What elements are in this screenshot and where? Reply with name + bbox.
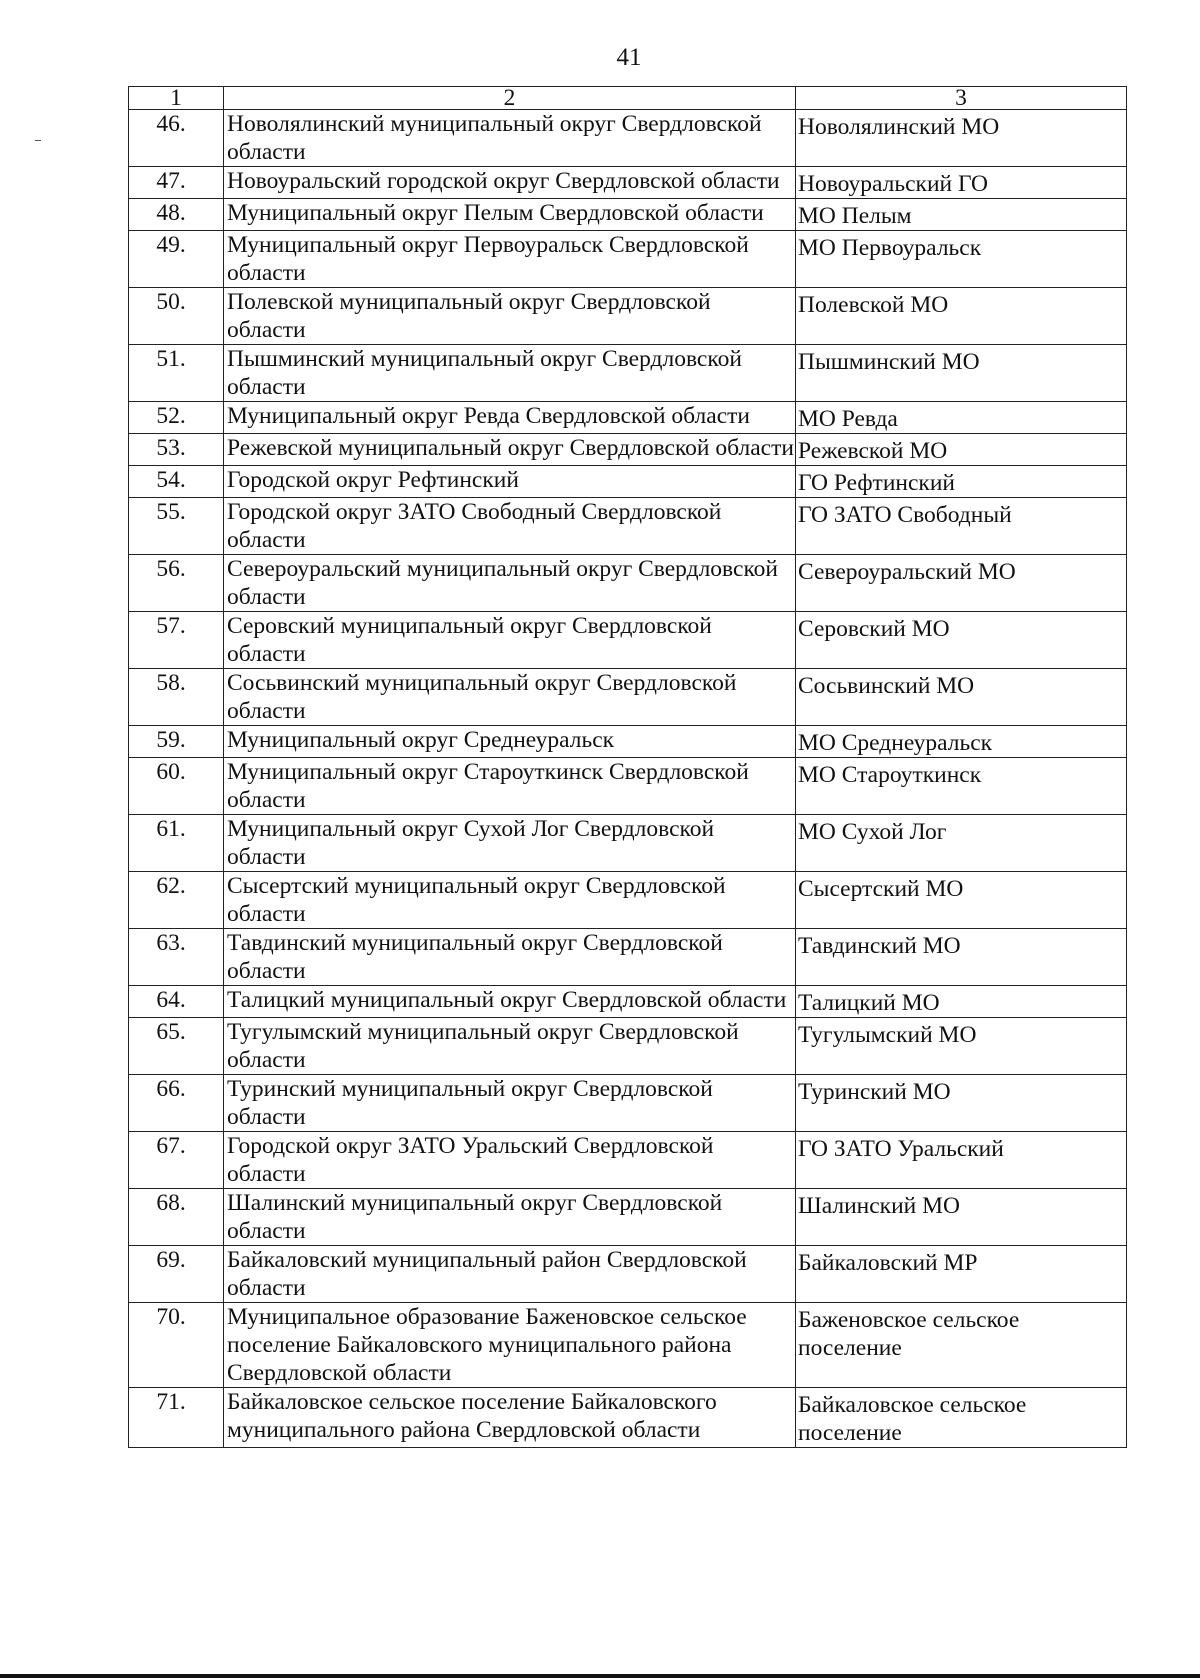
row-number: 70. — [129, 1303, 224, 1388]
municipality-short-name: Баженовское сельское поселение — [796, 1303, 1127, 1388]
municipality-name: Городской округ ЗАТО Свободный Свердловской области — [224, 498, 796, 555]
municipality-short-name: МО Первоуральск — [796, 231, 1127, 288]
row-number: 58. — [129, 669, 224, 726]
row-number: 60. — [129, 758, 224, 815]
row-number: 53. — [129, 434, 224, 466]
municipality-name: Туринский муниципальный округ Свердловской области — [224, 1075, 796, 1132]
municipality-short-name: Туринский МО — [796, 1075, 1127, 1132]
row-number: 47. — [129, 167, 224, 199]
row-number: 56. — [129, 555, 224, 612]
row-number: 62. — [129, 872, 224, 929]
municipality-short-name: ГО Рефтинский — [796, 466, 1127, 498]
municipality-short-name: МО Староуткинск — [796, 758, 1127, 815]
table-row — [129, 199, 1127, 231]
table-row — [129, 1018, 1127, 1075]
table-row — [129, 1132, 1127, 1189]
municipality-name: Городской округ ЗАТО Уральский Свердловской области — [224, 1132, 796, 1189]
table-row — [129, 1189, 1127, 1246]
table-row — [129, 726, 1127, 758]
municipality-short-name: Сысертский МО — [796, 872, 1127, 929]
row-number: 49. — [129, 231, 224, 288]
municipality-name: Новолялинский муниципальный округ Свердловской области — [224, 110, 796, 167]
municipality-name: Городской округ Рефтинский — [224, 466, 796, 498]
municipality-name: Байкаловское сельское поселение Байкаловского муниципального района Свердловской области — [224, 1388, 796, 1448]
municipality-short-name: МО Среднеуральск — [796, 726, 1127, 758]
header-col-2: 2 — [224, 87, 796, 110]
municipality-name: Муниципальный округ Ревда Свердловской области — [224, 402, 796, 434]
table-row — [129, 555, 1127, 612]
row-number: 65. — [129, 1018, 224, 1075]
table-row — [129, 758, 1127, 815]
municipality-short-name: Полевской МО — [796, 288, 1127, 345]
municipality-name: Сосьвинский муниципальный округ Свердловской области — [224, 669, 796, 726]
row-number: 54. — [129, 466, 224, 498]
page-number: 41 — [616, 44, 642, 71]
header-col-3: 3 — [796, 87, 1127, 110]
table-row — [129, 498, 1127, 555]
municipality-short-name: Режевской МО — [796, 434, 1127, 466]
municipality-name: Полевской муниципальный округ Свердловской области — [224, 288, 796, 345]
municipality-name: Новоуральский городской округ Свердловской области — [224, 167, 796, 199]
municipality-name: Сысертский муниципальный округ Свердловской области — [224, 872, 796, 929]
table-row — [129, 669, 1127, 726]
header-col-1: 1 — [129, 87, 224, 110]
municipality-name: Режевской муниципальный округ Свердловской области — [224, 434, 796, 466]
municipality-short-name: МО Сухой Лог — [796, 815, 1127, 872]
row-number: 63. — [129, 929, 224, 986]
municipality-short-name: Серовский МО — [796, 612, 1127, 669]
row-number: 64. — [129, 986, 224, 1018]
municipality-short-name: Байкаловский МР — [796, 1246, 1127, 1303]
table-row — [129, 986, 1127, 1018]
table-row — [129, 1303, 1127, 1388]
municipality-name: Муниципальное образование Баженовское сельское поселение Байкаловского муниципального района Свердловской области — [224, 1303, 796, 1388]
municipality-name: Шалинский муниципальный округ Свердловской области — [224, 1189, 796, 1246]
municipality-short-name: МО Ревда — [796, 402, 1127, 434]
municipality-short-name: Тугулымский МО — [796, 1018, 1127, 1075]
municipality-short-name: МО Пелым — [796, 199, 1127, 231]
municipality-name: Североуральский муниципальный округ Свердловской области — [224, 555, 796, 612]
municipality-short-name: Шалинский МО — [796, 1189, 1127, 1246]
municipality-name: Байкаловский муниципальный район Свердловской области — [224, 1246, 796, 1303]
municipality-short-name: Пышминский МО — [796, 345, 1127, 402]
municipality-name: Талицкий муниципальный округ Свердловской области — [224, 986, 796, 1018]
table-body — [129, 110, 1127, 1448]
municipality-short-name: ГО ЗАТО Уральский — [796, 1132, 1127, 1189]
municipality-name: Муниципальный округ Сухой Лог Свердловской области — [224, 815, 796, 872]
row-number: 67. — [129, 1132, 224, 1189]
municipalities-table — [128, 86, 1127, 1448]
table-row — [129, 815, 1127, 872]
municipality-short-name: ГО ЗАТО Свободный — [796, 498, 1127, 555]
municipality-short-name: Североуральский МО — [796, 555, 1127, 612]
scan-speck — [35, 140, 41, 141]
row-number: 57. — [129, 612, 224, 669]
row-number: 69. — [129, 1246, 224, 1303]
table-row — [129, 612, 1127, 669]
scan-bottom-edge — [0, 1674, 1200, 1678]
row-number: 66. — [129, 1075, 224, 1132]
row-number: 55. — [129, 498, 224, 555]
row-number: 52. — [129, 402, 224, 434]
table-row — [129, 872, 1127, 929]
table-header-row — [129, 87, 1127, 110]
municipality-short-name: Сосьвинский МО — [796, 669, 1127, 726]
table-row — [129, 402, 1127, 434]
table-row — [129, 1075, 1127, 1132]
municipality-name: Муниципальный округ Пелым Свердловской области — [224, 199, 796, 231]
row-number: 61. — [129, 815, 224, 872]
municipality-short-name: Байкаловское сельское поселение — [796, 1388, 1127, 1448]
municipality-short-name: Новоуральский ГО — [796, 167, 1127, 199]
row-number: 51. — [129, 345, 224, 402]
municipality-name: Серовский муниципальный округ Свердловской области — [224, 612, 796, 669]
municipality-name: Тавдинский муниципальный округ Свердловской области — [224, 929, 796, 986]
municipality-name: Муниципальный округ Староуткинск Свердловской области — [224, 758, 796, 815]
table-row — [129, 288, 1127, 345]
row-number: 68. — [129, 1189, 224, 1246]
table-row — [129, 434, 1127, 466]
table-row — [129, 110, 1127, 167]
municipality-short-name: Тавдинский МО — [796, 929, 1127, 986]
table-row — [129, 1388, 1127, 1448]
table-row — [129, 466, 1127, 498]
row-number: 46. — [129, 110, 224, 167]
table-row — [129, 1246, 1127, 1303]
municipality-short-name: Новолялинский МО — [796, 110, 1127, 167]
table-row — [129, 231, 1127, 288]
municipality-name: Муниципальный округ Среднеуральск — [224, 726, 796, 758]
table-row — [129, 929, 1127, 986]
table-row — [129, 345, 1127, 402]
municipality-name: Тугулымский муниципальный округ Свердловской области — [224, 1018, 796, 1075]
row-number: 59. — [129, 726, 224, 758]
table-row — [129, 167, 1127, 199]
row-number: 48. — [129, 199, 224, 231]
municipality-name: Пышминский муниципальный округ Свердловской области — [224, 345, 796, 402]
municipality-short-name: Талицкий МО — [796, 986, 1127, 1018]
row-number: 71. — [129, 1388, 224, 1448]
row-number: 50. — [129, 288, 224, 345]
municipality-name: Муниципальный округ Первоуральск Свердловской области — [224, 231, 796, 288]
